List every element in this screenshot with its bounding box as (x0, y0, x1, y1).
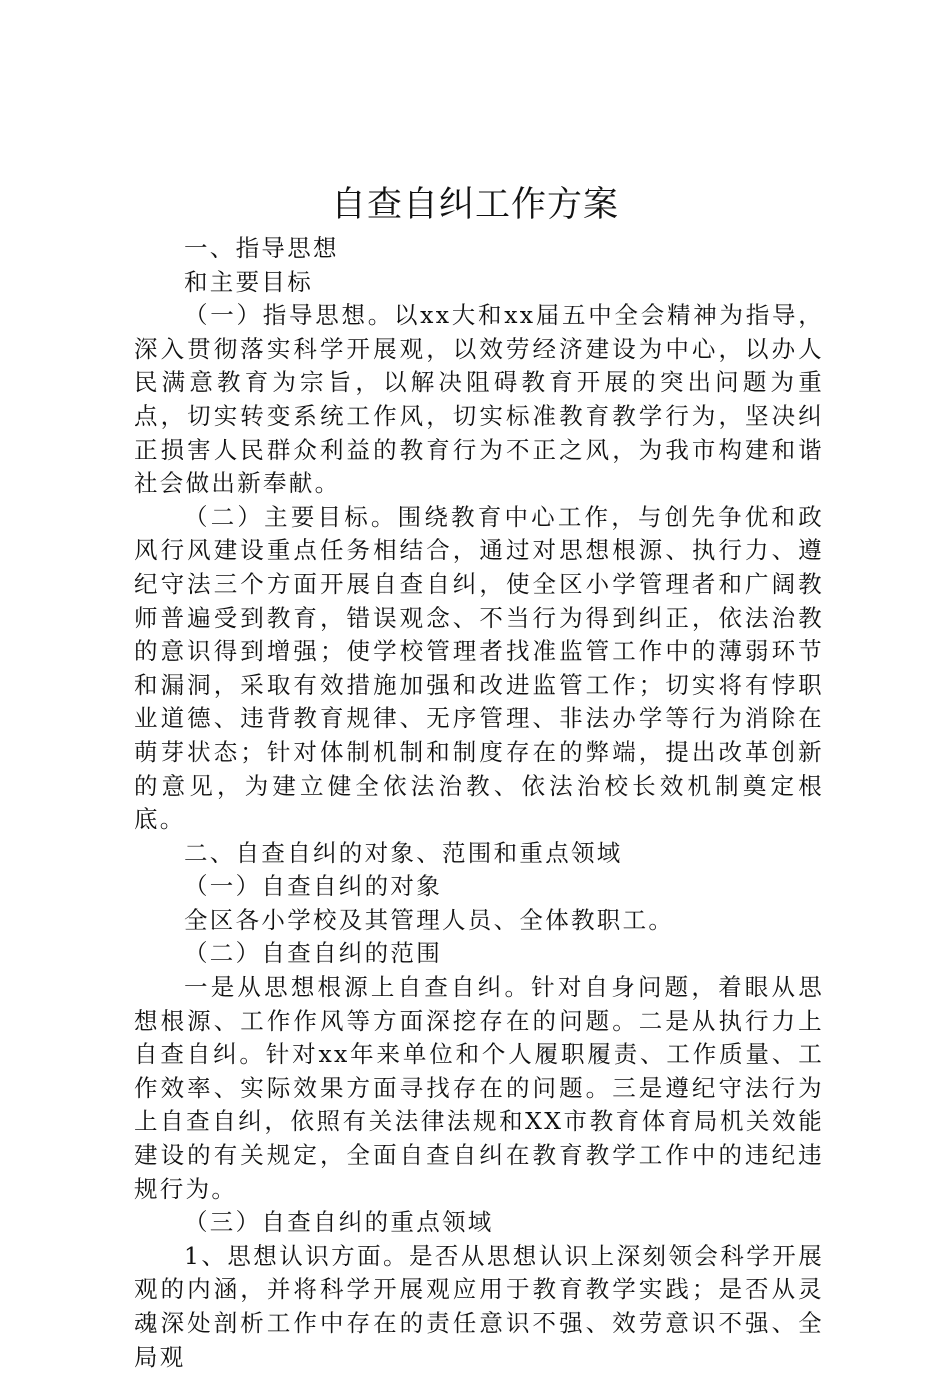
section-heading-1: 一、指导思想 (184, 234, 339, 262)
subheading-objects: （一）自查自纠的对象 (184, 872, 442, 901)
subheading-scope: （二）自查自纠的范围 (184, 939, 442, 968)
document-title: 自查自纠工作方案 (330, 185, 619, 225)
paragraph-guiding-thought: （一）指导思想。以xx大和xx届五中全会精神为指导，深入贯彻落实科学开展观，以效劳经济建设为中心，以办人民满意教育为宗旨，以解决阻碍教育开展的突出问题为重点，切实转变系统工作风，切实标准教育教学行为，坚决纠正损害人民群众利益的教育行为不正之风，为我市构建和谐社会做出新奉献。 (134, 301, 824, 498)
paragraph-main-goals: （二）主要目标。围绕教育中心工作，与创先争优和政风行风建设重点任务相结合，通过对思想根源、执行力、遵纪守法三个方面开展自查自纠，使全区小学管理者和广阔教师普遍受到教育，错误观念、不当行为得到纠正，依法治教的意识得到增强；使学校管理者找准监管工作中的薄弱环节和漏洞，采取有效措施加强和改进监管工作；切实将有悖职业道德、违背教育规律、无序管理、非法办学等行为消除在萌芽状态；针对体制机制和制度存在的弊端，提出改革创新的意见，为建立健全依法治教、依法治校长效机制奠定根底。 (134, 502, 824, 834)
paragraph-scope: 一是从思想根源上自查自纠。针对自身问题，着眼从思想根源、工作作风等方面深挖存在的问题。二是从执行力上自查自纠。针对xx年来单位和个人履职履责、工作质量、工作效率、实际效果方面寻找存在的问题。三是遵纪守法行为上自查自纠，依照有关法律法规和XX市教育体育局机关效能建设的有关规定，全面自查自纠在教育教学工作中的违纪违规行为。 (134, 973, 824, 1203)
section-heading-2: 二、自查自纠的对象、范围和重点领域 (184, 838, 623, 867)
paragraph-objects: 全区各小学校及其管理人员、全体教职工。 (184, 905, 675, 934)
paragraph-thought-awareness: 1、思想认识方面。是否从思想认识上深刻领会科学开展观的内涵，并将科学开展观应用于教育教学实践；是否从灵魂深处剖析工作中存在的责任意识不强、效劳意识不强、全局观 (134, 1241, 824, 1371)
document-body (134, 232, 824, 1374)
subheading-key-areas: （三）自查自纠的重点领域 (184, 1208, 494, 1237)
section-heading-1-cont: 和主要目标 (184, 267, 313, 296)
